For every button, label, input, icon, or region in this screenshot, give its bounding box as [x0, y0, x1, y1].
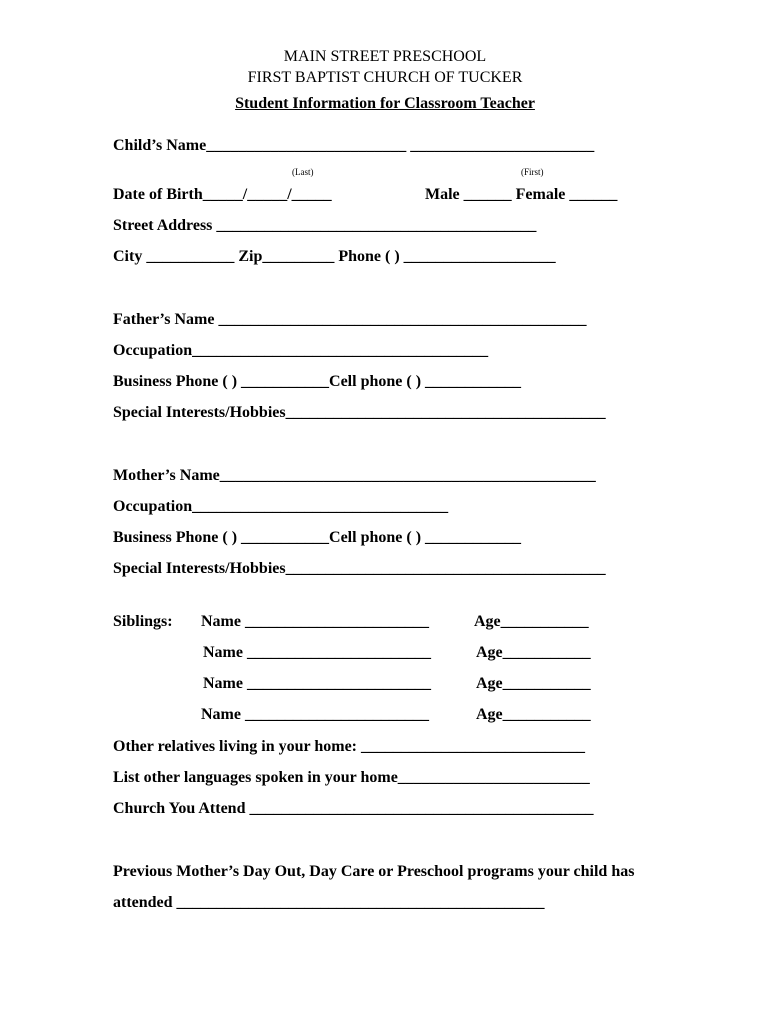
- gender-field[interactable]: Male ______ Female ______: [425, 186, 618, 203]
- mother-occupation-field[interactable]: Occupation________________________________: [113, 498, 449, 515]
- mother-name-field[interactable]: Mother’s Name_______________________________________________: [113, 467, 596, 484]
- father-name-field[interactable]: Father’s Name ______________________________________________: [113, 311, 587, 328]
- church-attend-field[interactable]: Church You Attend ___________________________________________: [113, 800, 594, 817]
- form-title: [0, 95, 770, 113]
- sibling-name-field[interactable]: Name _______________________: [203, 644, 431, 661]
- mother-phones-field[interactable]: Business Phone ( ) ___________Cell phone ( ) ____________: [113, 529, 522, 546]
- previous-programs-question: Previous Mother’s Day Out, Day Care or Preschool programs your child has: [113, 863, 635, 880]
- sibling-age-field[interactable]: Age___________: [476, 675, 591, 692]
- mother-hobbies-field[interactable]: Special Interests/Hobbies________________________________________: [113, 560, 606, 577]
- father-hobbies-field[interactable]: Special Interests/Hobbies________________________________________: [113, 404, 606, 421]
- languages-field[interactable]: List other languages spoken in your home________________________: [113, 769, 590, 786]
- father-phones-field[interactable]: Business Phone ( ) ___________Cell phone ( ) ____________: [113, 373, 522, 390]
- school-name: MAIN STREET PRESCHOOL: [283, 48, 487, 65]
- first-name-hint: (First): [521, 167, 544, 177]
- sibling-name-field[interactable]: Name _______________________: [203, 675, 431, 692]
- father-occupation-field[interactable]: Occupation_____________________________________: [113, 342, 489, 359]
- other-relatives-field[interactable]: Other relatives living in your home: ____________________________: [113, 738, 585, 755]
- siblings-label: Siblings:: [113, 613, 173, 630]
- last-name-hint: (Last): [292, 167, 314, 177]
- sibling-age-field[interactable]: Age___________: [476, 706, 591, 723]
- sibling-age-field[interactable]: Age___________: [474, 613, 589, 630]
- previous-programs-field[interactable]: attended ______________________________________________: [113, 894, 545, 911]
- child-name-field[interactable]: Child’s Name_________________________ _______________________: [113, 137, 595, 154]
- city-zip-phone-field[interactable]: City ___________ Zip_________ Phone ( ) ___________________: [113, 248, 556, 265]
- church-name: FIRST BAPTIST CHURCH OF TUCKER: [247, 69, 523, 86]
- date-of-birth-field[interactable]: Date of Birth_____/_____/_____: [113, 186, 332, 203]
- form-title-text: Student Information for Classroom Teacher: [235, 95, 535, 112]
- sibling-age-field[interactable]: Age___________: [476, 644, 591, 661]
- sibling-name-field[interactable]: Name _______________________: [201, 613, 429, 630]
- street-address-field[interactable]: Street Address ________________________________________: [113, 217, 537, 234]
- sibling-name-field[interactable]: Name _______________________: [201, 706, 429, 723]
